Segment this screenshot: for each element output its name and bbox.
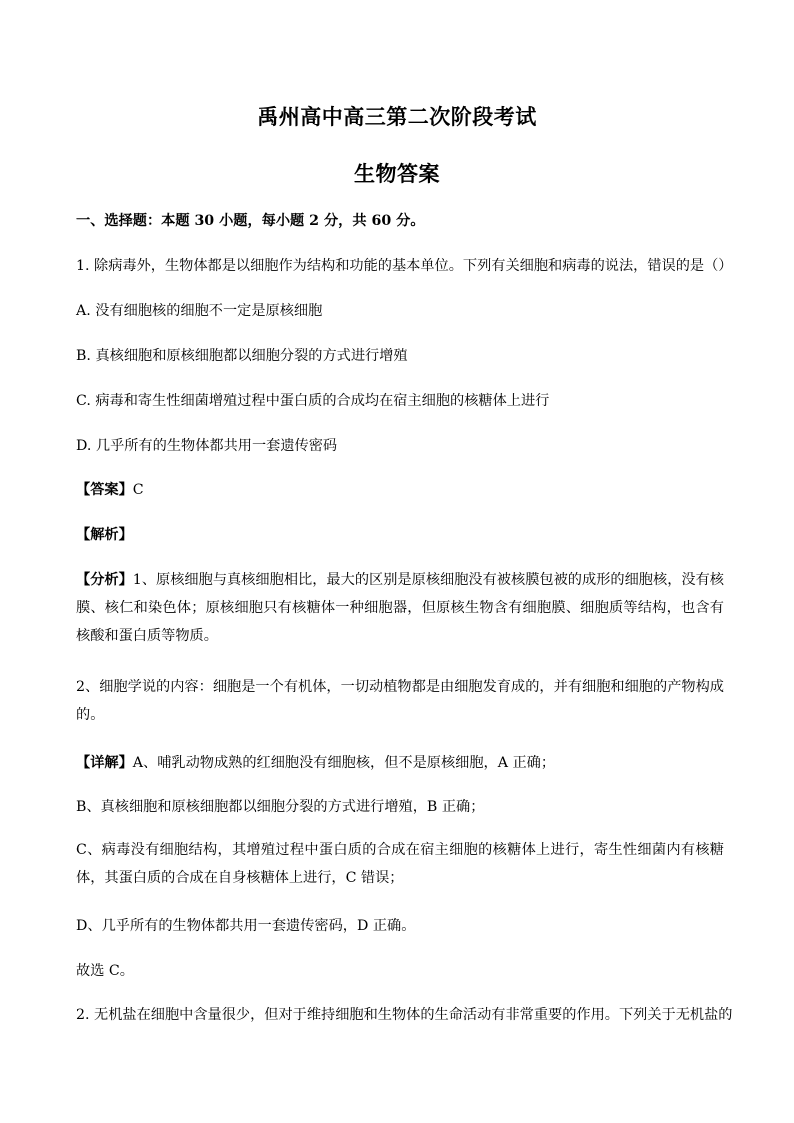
detail-a-line — [76, 753, 724, 773]
detail-d: D、几乎所有的生物体都共用一套遗传密码，D 正确。 — [76, 918, 416, 934]
section-heading: 一、选择题：本题 30 小题，每小题 2 分，共 60 分。 — [76, 213, 425, 229]
xiangjie-tag: 【详解】 — [76, 755, 133, 771]
analysis-tag: 【解析】 — [76, 527, 133, 543]
question-1-option-d: D. 几乎所有的生物体都共用一套遗传密码 — [76, 438, 338, 454]
question-1-option-b: B. 真核细胞和原核细胞都以细胞分裂的方式进行增殖 — [76, 348, 408, 364]
conclusion: 故选 C。 — [76, 963, 134, 979]
answer-line — [76, 480, 724, 500]
question-2-stem: 2. 无机盐在细胞中含量很少，但对于维持细胞和生物体的生命活动有非常重要的作用。下列关于无机盐的 — [76, 1007, 733, 1023]
detail-a: A、哺乳动物成熟的红细胞没有细胞核，但不是原核细胞，A 正确； — [132, 755, 556, 771]
analysis-point-2: 2、细胞学说的内容：细胞是一个有机体，一切动植物都是由细胞发育成的，并有细胞和细胞的产物构成的。 — [76, 679, 724, 723]
fenxi-text: 1、原核细胞与真核细胞相比，最大的区别是原核细胞没有被核膜包被的成形的细胞核，没有核膜、核仁和染色体；原核细胞只有核糖体一种细胞器，但原核生物含有细胞膜、细胞质等结构，也含有核酸和蛋白质等物质。 — [76, 572, 724, 644]
answer-value: C — [132, 482, 144, 498]
fenxi-tag: 【分析】 — [76, 572, 133, 588]
question-1-option-a: A. 没有细胞核的细胞不一定是原核细胞 — [76, 303, 323, 319]
detail-b: B、真核细胞和原核细胞都以细胞分裂的方式进行增殖，B 正确； — [76, 799, 485, 815]
answer-tag: 【答案】 — [76, 482, 133, 498]
question-1-stem: 1. 除病毒外，生物体都是以细胞作为结构和功能的基本单位。下列有关细胞和病毒的说法，错误的是（） — [76, 258, 733, 274]
question-1-option-c: C. 病毒和寄生性细菌增殖过程中蛋白质的合成均在宿主细胞的核糖体上进行 — [76, 393, 550, 409]
analysis-paragraph — [76, 566, 724, 650]
document-subtitle: 生物答案 — [354, 161, 440, 186]
document-title: 禹州高中高三第二次阶段考试 — [257, 104, 537, 129]
detail-c: C、病毒没有细胞结构，其增殖过程中蛋白质的合成在宿主细胞的核糖体上进行，寄生性细菌内有核糖体，其蛋白质的合成在自身核糖体上进行，C 错误； — [76, 842, 724, 886]
